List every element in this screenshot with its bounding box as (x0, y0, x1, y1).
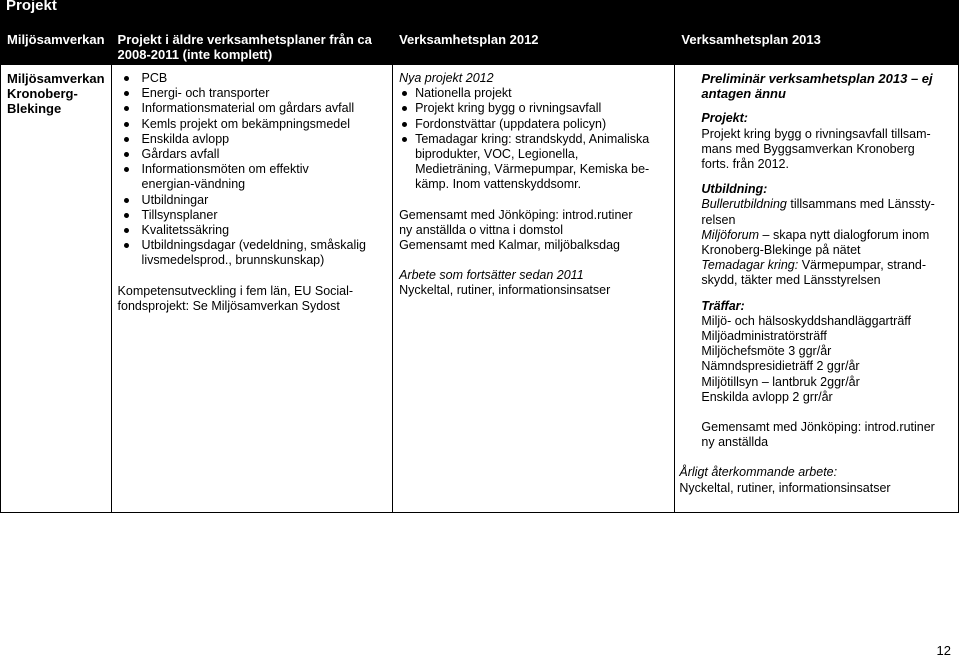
list-item: Utbildningsdagar (vedeldning, småskalig livsmedelsprod., brunnskunskap) (118, 238, 387, 268)
list-item: Energi- och transporter (118, 86, 387, 101)
projekt-text: Projekt kring bygg o rivningsavfall tillsam-mans med Byggsamverkan Kronoberg forts. från 2012. (701, 126, 931, 172)
org-cell (1, 65, 112, 513)
traffar-item: Miljöadministratörsträff (701, 329, 827, 344)
traffar-heading: Träffar: (701, 298, 745, 313)
traffar-item: Enskilda avlopp 2 grr/år (701, 389, 833, 404)
utbildning-item: Temadagar kring: Värmepumpar, strand-skydd, täkter med Länsstyrelsen (701, 258, 927, 288)
joint-2013: Gemensamt med Jönköping: introd.rutiner ny anställda (701, 420, 935, 450)
old-projects-footer: Kompetensutveckling i fem län, EU Social-fondsprojekt: Se Miljösamverkan Sydost (117, 283, 354, 313)
header-col1: Miljösamverkan (1, 24, 112, 65)
traffar-item: Nämndspresidieträff 2 ggr/år (701, 359, 860, 374)
traffar-item: Miljö- och hälsoskyddshandläggarträff (701, 313, 911, 328)
recurring-text: Nyckeltal, rutiner, informationsinsatser (679, 480, 891, 495)
old-projects-cell (111, 65, 393, 513)
list-item: Informationsmaterial om gårdars avfall (118, 101, 387, 116)
page-number: 12 (936, 643, 951, 658)
list-item: Enskilda avlopp (118, 132, 387, 147)
plan-table (0, 23, 959, 513)
preliminary-note: Preliminär verksamhetsplan 2013 – ej antagen ännu (701, 71, 933, 102)
utbildning-item: Bullerutbildning tillsammans med Länssty-relsen (701, 197, 935, 227)
header-col4: Verksamhetsplan 2013 (675, 24, 959, 65)
header-col3: Verksamhetsplan 2012 (393, 24, 675, 65)
utbildning-heading: Utbildning: (701, 182, 768, 197)
new-projects-heading: Nya projekt 2012 (399, 71, 494, 85)
plan-2012-cell (393, 65, 675, 513)
traffar-item: Miljötillsyn – lantbruk 2ggr/år (701, 374, 860, 389)
plan-2013-cell (675, 65, 959, 513)
content-row (1, 65, 959, 513)
list-item: Projekt kring bygg o rivningsavfall (399, 101, 668, 116)
list-item: Utbildningar (118, 193, 387, 208)
list-item: Gårdars avfall (118, 147, 387, 162)
list-item: PCB (118, 71, 387, 86)
recurring-heading: Årligt återkommande arbete: (679, 465, 838, 480)
plan-2012-list (399, 86, 668, 192)
joint-jonkoping: Gemensamt med Jönköping: introd.rutiner ny anställda o vittna i domstol (399, 207, 633, 237)
continuing-heading: Arbete som fortsätter sedan 2011 (399, 268, 584, 283)
org-name: Miljösamverkan Kronoberg-Blekinge (7, 71, 105, 116)
list-item: Kvalitetssäkring (118, 223, 387, 238)
list-item: Tillsynsplaner (118, 208, 387, 223)
list-item: Informationsmöten om effektiv energian-vändning (118, 162, 387, 192)
header-row (1, 24, 959, 65)
continuing-text: Nyckeltal, rutiner, informationsinsatser (399, 283, 611, 298)
joint-kalmar: Gemensamt med Kalmar, miljöbalksdag (399, 238, 620, 253)
title-bar (0, 0, 959, 23)
list-item: Temadagar kring: strandskydd, Animaliska biprodukter, VOC, Legionella, Medieträning, Värmepumpar, Kemiska be-kämp. Inom vattenskyddsomr. (399, 132, 668, 193)
list-item: Fordonstvättar (uppdatera policyn) (399, 117, 668, 132)
page-title: Projekt (6, 0, 57, 14)
header-col2: Projekt i äldre verksamhetsplaner från ca 2008-2011 (inte komplett) (111, 24, 393, 65)
list-item: Nationella projekt (399, 86, 668, 101)
list-item: Kemls projekt om bekämpningsmedel (118, 117, 387, 132)
traffar-item: Miljöchefsmöte 3 ggr/år (701, 344, 832, 359)
utbildning-item: Miljöforum – skapa nytt dialogforum inom Kronoberg-Blekinge på nätet (701, 227, 930, 258)
old-projects-list (118, 71, 387, 269)
projekt-heading: Projekt: (701, 111, 748, 126)
